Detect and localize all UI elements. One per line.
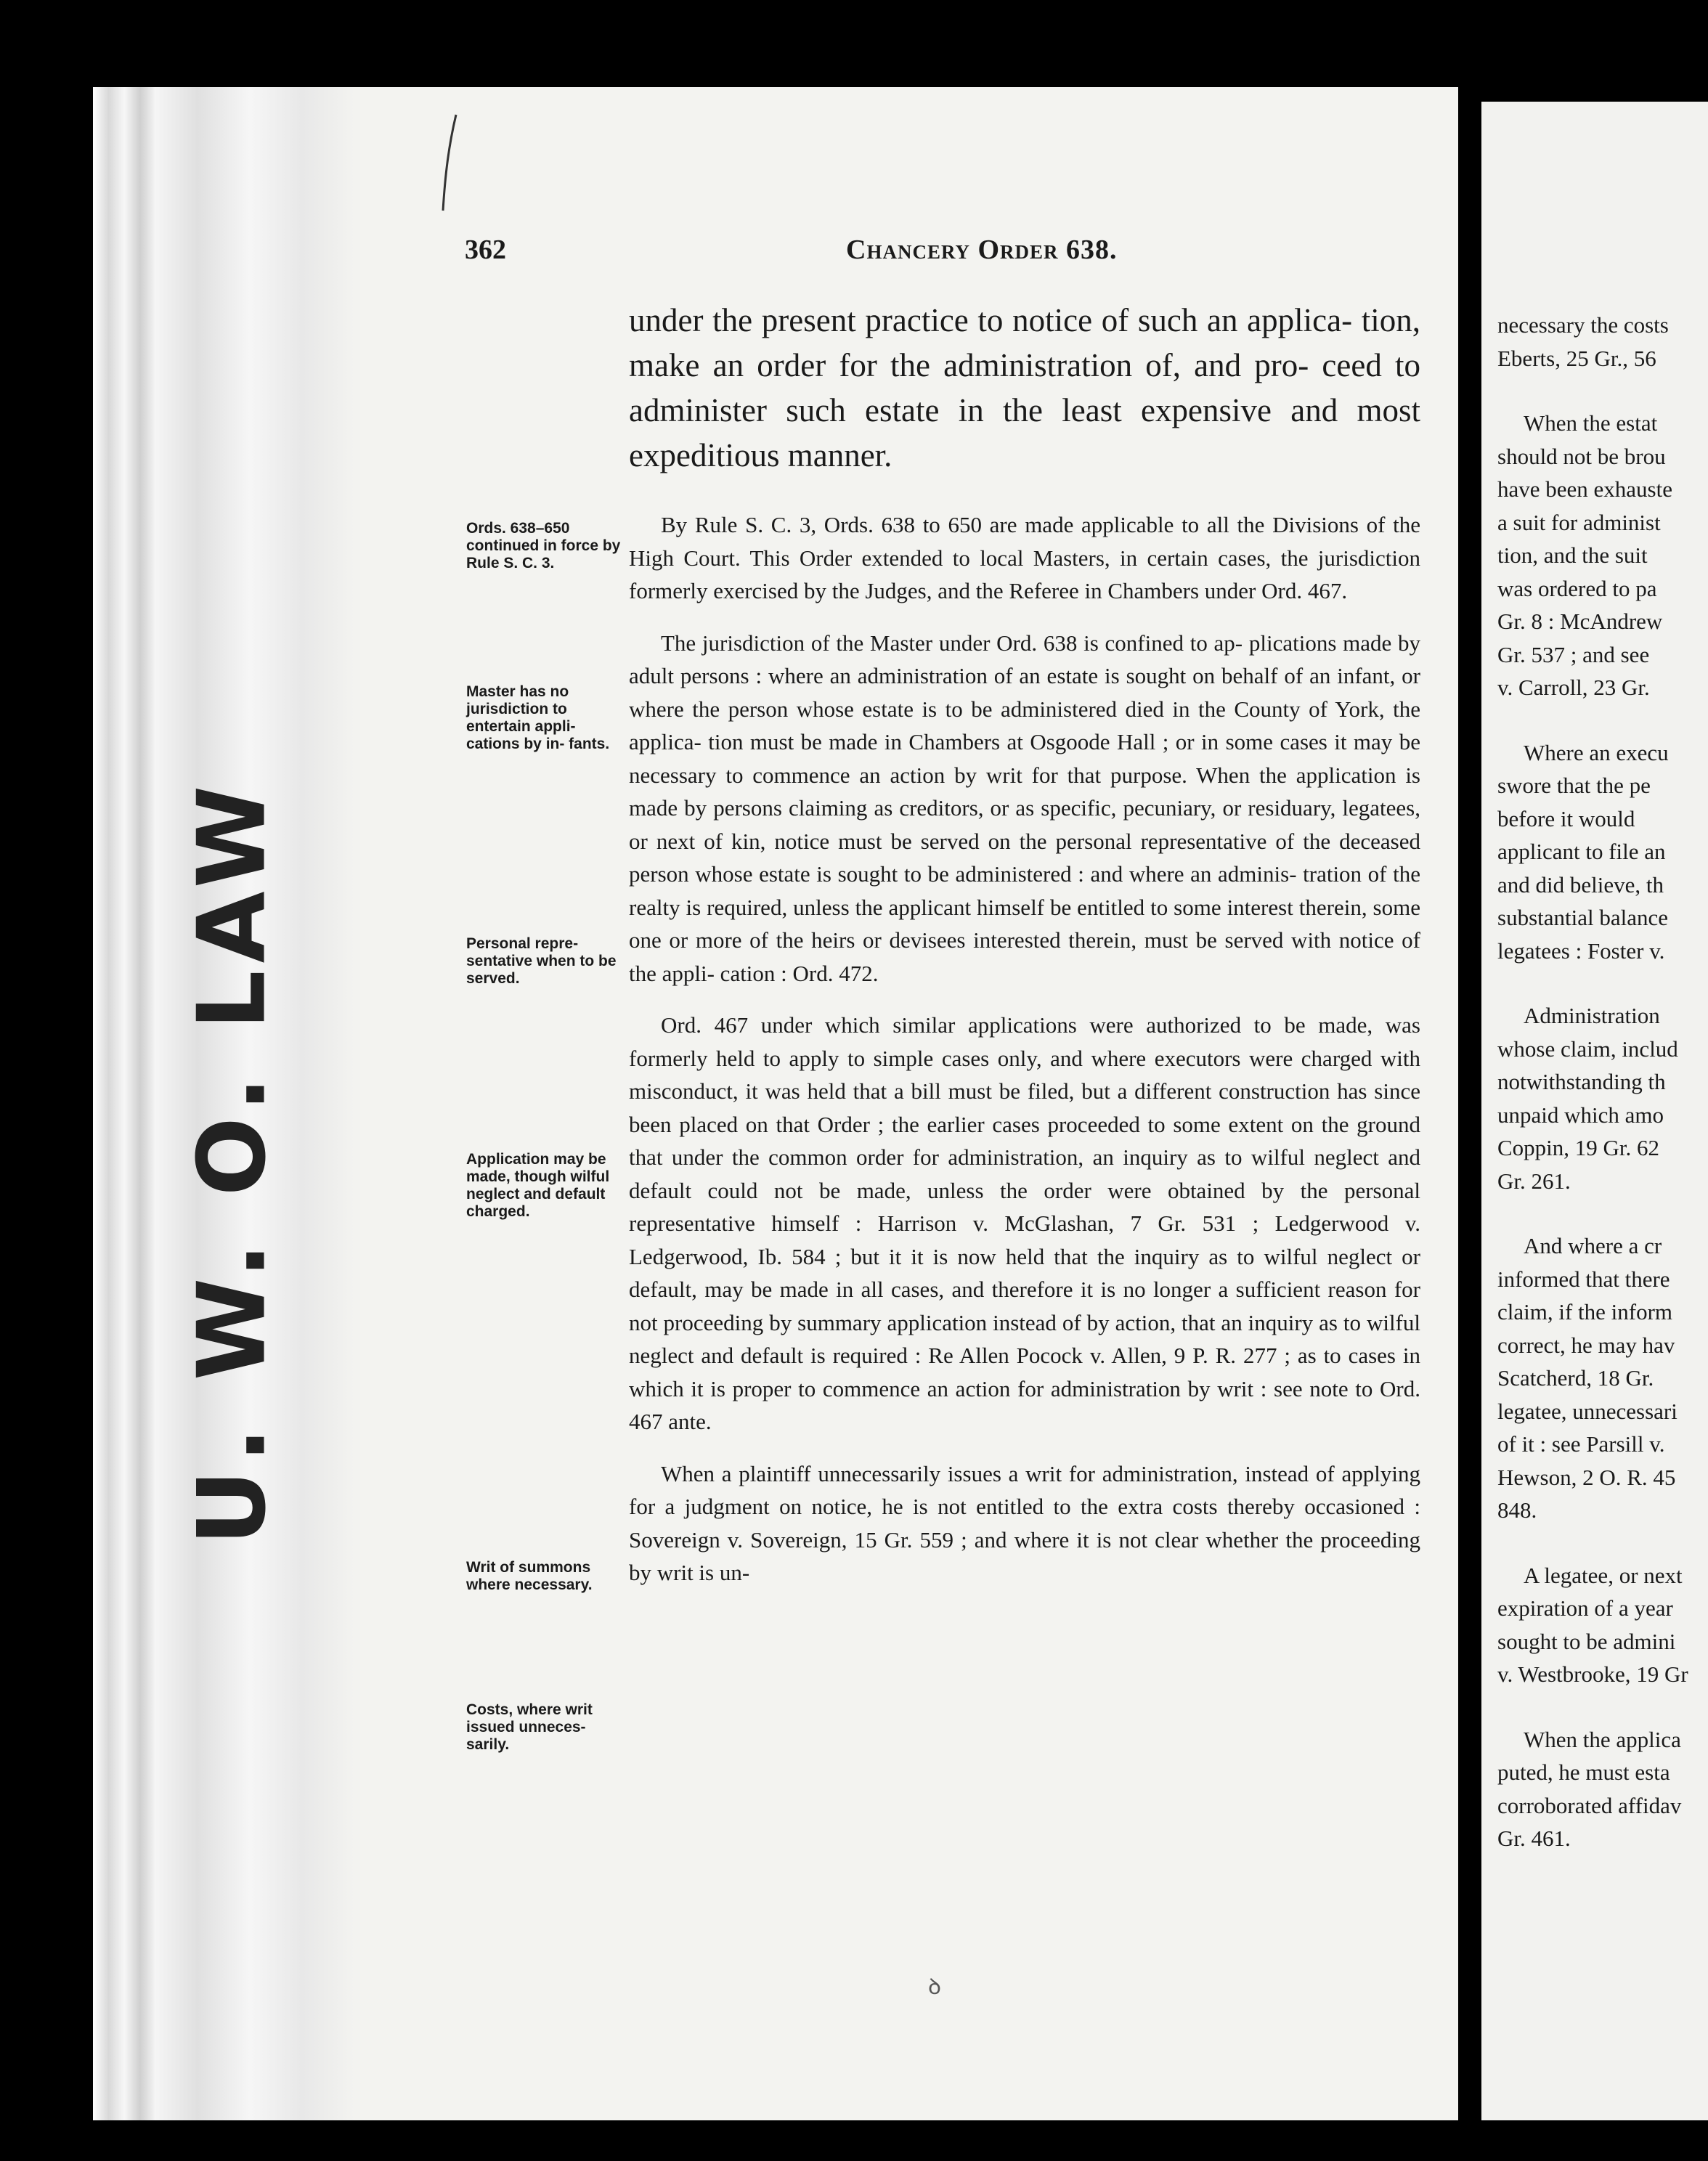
right-page-line: Gr. 537 ; and see — [1497, 641, 1650, 667]
paragraph-costs: When a plaintiff unnecessarily issues a writ for administration, instead of applying for a judgment on notice, he is not entitled to the extra costs thereby occasioned : Sovereign v. Sovereign, 15 Gr. 559 ; and where it is not clear whether the proceeding by writ is un- — [629, 1460, 1420, 1585]
right-page-gap — [1497, 704, 1708, 736]
right-page-line: legatee, unnecessari — [1497, 1398, 1678, 1424]
right-page-gap — [1497, 1197, 1708, 1229]
right-page-line: substantial balance — [1497, 905, 1668, 930]
margin-note-personal-representative: Personal repre- sentative when to be served. — [466, 935, 617, 987]
page-footer-mark: ꝺ — [928, 1975, 941, 1999]
right-page-line: swore that the pe — [1497, 773, 1651, 798]
library-stamp: U. W. O. LAW — [178, 778, 287, 1546]
right-page-line: Gr. 461. — [1497, 1826, 1571, 1851]
right-page-line: When the applica — [1524, 1726, 1681, 1752]
margin-note-application: Application may be made, though wilful neglect and default charged. — [466, 1151, 610, 1220]
right-page-line: puted, he must esta — [1497, 1759, 1670, 1785]
right-page-line: unpaid which amo — [1497, 1102, 1664, 1128]
main-text — [629, 298, 1420, 1608]
margin-note-master-jurisdiction: Master has no jurisdiction to entertain appli- cations by in- fants. — [466, 683, 610, 752]
right-page-line: Hewson, 2 O. R. 45 — [1497, 1464, 1676, 1490]
right-page-line: A legatee, or next — [1524, 1562, 1683, 1588]
right-page-gap — [1497, 1691, 1708, 1723]
right-page-text — [1497, 309, 1708, 1855]
right-page-line: necessary the costs — [1497, 312, 1669, 338]
right-page-line: And where a cr — [1524, 1233, 1662, 1258]
right-page — [1481, 102, 1708, 2120]
right-page-line: legatees : Foster v. — [1497, 937, 1665, 964]
right-page-line: correct, he may hav — [1497, 1332, 1675, 1358]
lead-paragraph: under the present practice to notice of such an applica- tion, make an order for the administration of, and pro- ceed to administer such estate in the least expensive and most expeditious manner. — [629, 302, 1420, 473]
page-header — [465, 234, 1409, 270]
page-number: 362 — [465, 235, 506, 265]
right-page-gap — [1497, 375, 1708, 407]
pencil-mark — [427, 109, 471, 218]
right-page-line: have been exhauste — [1497, 476, 1672, 502]
right-page-line: of it : see Parsill v. — [1497, 1431, 1665, 1457]
right-page-gap — [1497, 1527, 1708, 1559]
right-page-line: a suit for administ — [1497, 509, 1661, 535]
right-page-line: tion, and the suit — [1497, 542, 1648, 568]
right-page-line: before it would — [1497, 805, 1635, 831]
right-page-line: Where an execu — [1524, 739, 1669, 765]
margin-note-ords-continued: Ords. 638–650 continued in force by Rule S. C. 3. — [466, 520, 621, 571]
right-page-gap — [1497, 967, 1708, 999]
right-page-line: expiration of a year — [1497, 1595, 1673, 1621]
right-page-line: whose claim, includ — [1497, 1035, 1678, 1062]
right-page-line: was ordered to pa — [1497, 575, 1657, 601]
right-page-line: applicant to file an — [1497, 839, 1666, 864]
right-page-line: should not be brou — [1497, 443, 1666, 469]
right-page-line: v. Carroll, 23 Gr. — [1497, 675, 1650, 700]
right-page-line: Gr. 261. — [1497, 1168, 1571, 1194]
right-page-line: 848. — [1497, 1497, 1537, 1523]
right-page-line: claim, if the inform — [1497, 1299, 1673, 1324]
right-page-line: and did believe, th — [1497, 871, 1664, 898]
right-page-line: sought to be admini — [1497, 1628, 1676, 1654]
right-page-line: corroborated affidav — [1497, 1792, 1682, 1818]
right-page-line: Coppin, 19 Gr. 62 — [1497, 1135, 1660, 1160]
right-page-line: informed that there — [1497, 1266, 1670, 1292]
paragraph-master-jurisdiction: The jurisdiction of the Master under Ord. 638 is confined to ap- plications made by adult persons : where an administration of an estate is sought on behalf of an infant, or where the person whose estate is to be administered died in the County of York, the applica- tion must be made in Chambers at Osgoode Hall ; or in some cases it may be necessary to commence an action by writ for that purpose. When the application is made by persons claiming as creditors, or as specific, pecuniary, or residuary, legatees, or next of kin, notice must be served on the personal representative of the deceased person whose estate is sought to be administered : and where an adminis- tration of the realty is required, unless the applicant himself be entitled to some interest therein, some one or more of the heirs or devisees interested therein, must be served with notice of the appli- cation : Ord. 472. — [629, 630, 1420, 986]
paragraph-ords-continued: By Rule S. C. 3, Ords. 638 to 650 are made applicable to all the Divisions of the High Court. This Order extended to local Masters, in certain cases, the jurisdiction formerly exercised by the Judges, and the Referee in Chambers under Ord. 467. — [629, 512, 1420, 603]
right-page-line: Scatcherd, 18 Gr. — [1497, 1365, 1654, 1391]
paragraph-ord-467: Ord. 467 under which similar applications were authorized to be made, was formerly held to apply to simple cases only, and where executors were charged with misconduct, it was held that a bill must be filed, but a different construction has since been placed on that Order ; the earlier cases proceeded to some extent on the ground that under the common order for administration, an inquiry as to wilful neglect and default could not be made, unless the order were obtained by the personal representative himself : Harrison v. McGlashan, 7 Gr. 531 ; Ledgerwood v. Ledgerwood, Ib. 584 ; but it it is now held that the inquiry as to wilful neglect or default, may be made in all cases, and therefore it is no longer a sufficient reason for not proceeding by summary application instead of by action, that an inquiry as to wilful neglect and default is required : Re Allen Pocock v. Allen, 9 P. R. 277 ; as to cases in which it is proper to commence an action for administration by writ : see note to Ord. 467 ante. — [629, 1012, 1420, 1434]
right-page-line: When the estat — [1524, 410, 1658, 436]
right-page-line: Administration — [1524, 1003, 1660, 1028]
right-page-line: Gr. 8 : McAndrew — [1497, 609, 1663, 634]
margin-note-costs: Costs, where writ issued unneces- sarily. — [466, 1701, 593, 1753]
margin-note-writ-of-summons: Writ of summons where necessary. — [466, 1559, 593, 1593]
right-page-line: v. Westbrooke, 19 Gr — [1497, 1661, 1688, 1687]
right-page-line: Eberts, 25 Gr., 56 — [1497, 345, 1656, 371]
right-page-line: notwithstanding th — [1497, 1069, 1666, 1094]
running-title: Chancery Order 638. — [846, 235, 1118, 265]
